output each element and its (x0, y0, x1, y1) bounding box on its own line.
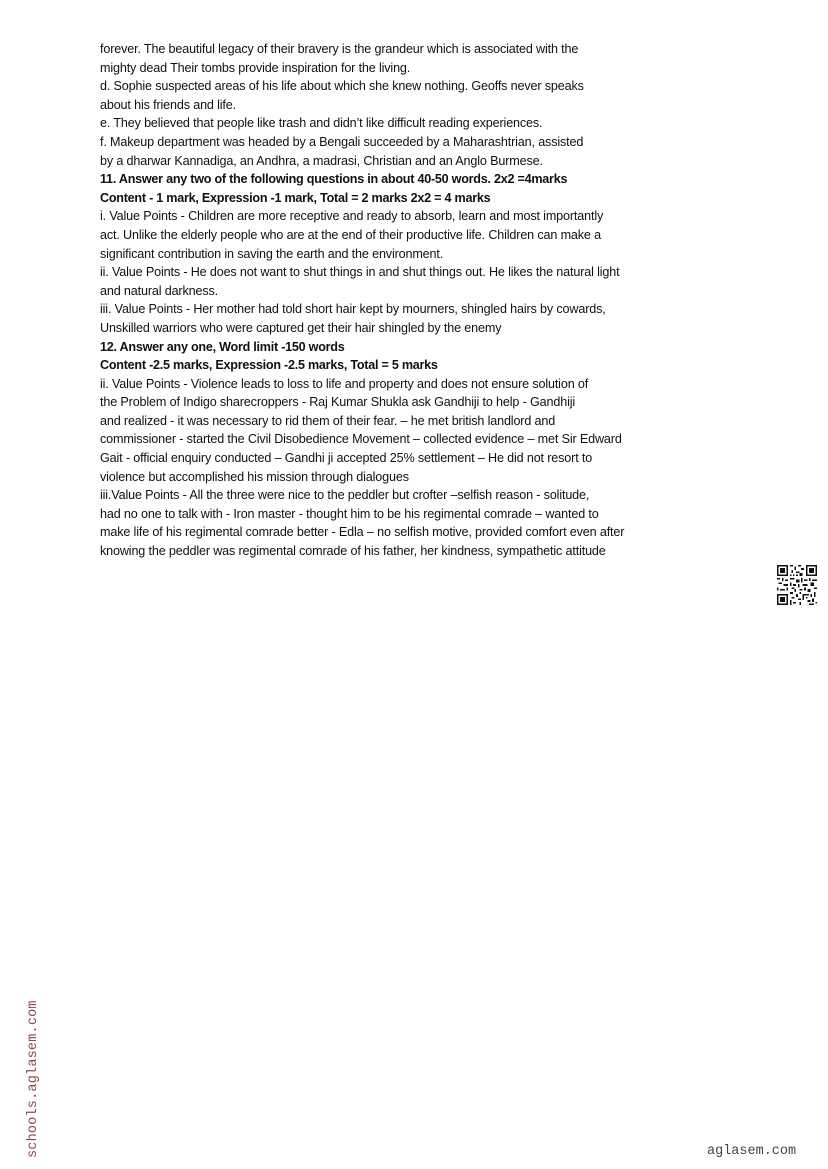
qr-code-icon (777, 565, 817, 605)
text-line: about his friends and life. (100, 97, 236, 112)
answer-11-iii: iii. Value Points - Her mother had told short hair kept by mourners, shingled hairs by cowards, (100, 302, 606, 317)
question-11-marking-scheme: Content - 1 mark, Expression -1 mark, Total = 2 marks 2x2 = 4 marks (100, 190, 491, 205)
question-11-heading: 11. Answer any two of the following questions in about 40-50 words. 2x2 =4marks (100, 172, 568, 187)
text-line: the Problem of Indigo sharecroppers - Raj Kumar Shukla ask Gandhiji to help - Gandhiji (100, 395, 576, 410)
text-line: act. Unlike the elderly people who are at the end of their productive life. Children can make a (100, 227, 601, 242)
text-line: and natural darkness. (100, 283, 218, 298)
text-line: had no one to talk with - Iron master - thought him to be his regimental comrade – wanted to (100, 506, 599, 521)
text-line: violence but accomplished his mission through dialogues (100, 469, 409, 484)
answer-11-i: i. Value Points - Children are more receptive and ready to absorb, learn and most importantly (100, 209, 604, 224)
answer-e: e. They believed that people like trash and didn’t like difficult reading experiences. (100, 116, 543, 131)
text-line: mighty dead Their tombs provide inspiration for the living. (100, 60, 411, 75)
answer-d: d. Sophie suspected areas of his life about which she knew nothing. Geoffs never speaks (100, 79, 584, 94)
answer-11-ii: ii. Value Points - He does not want to shut things in and shut things out. He likes the natural light (100, 265, 620, 280)
answer-12-ii: ii. Value Points - Violence leads to loss to life and property and does not ensure solution of (100, 376, 589, 391)
bottom-watermark: aglasem.com (707, 1144, 797, 1159)
text-line: Unskilled warriors who were captured get their hair shingled by the enemy (100, 320, 502, 335)
text-line: by a dharwar Kannadiga, an Andhra, a madrasi, Christian and an Anglo Burmese. (100, 153, 543, 168)
text-line: significant contribution in saving the earth and the environment. (100, 246, 444, 261)
answer-12-iii: iii.Value Points - All the three were nice to the peddler but crofter –selfish reason - solitude, (100, 488, 590, 503)
text-line: Gait - official enquiry conducted – Gandhi ji accepted 25% settlement – He did not resort to (100, 451, 593, 466)
answer-key-text (100, 40, 720, 561)
text-line: make life of his regimental comrade better - Edla – no selfish motive, provided comfort even after (100, 525, 625, 540)
answer-f: f. Makeup department was headed by a Bengali succeeded by a Maharashtrian, assisted (100, 134, 584, 149)
text-line: knowing the peddler was regimental comrade of his father, her kindness, sympathetic attitude (100, 544, 606, 559)
text-line: forever. The beautiful legacy of their bravery is the grandeur which is associated with the (100, 42, 579, 56)
question-12-heading: 12. Answer any one, Word limit -150 words (100, 339, 345, 354)
text-line: commissioner - started the Civil Disobedience Movement – collected evidence – met Sir Edward (100, 432, 622, 447)
question-12-marking-scheme: Content -2.5 marks, Expression -2.5 marks, Total = 5 marks (100, 358, 438, 373)
side-watermark: schools.aglasem.com (26, 1000, 41, 1158)
text-line: and realized - it was necessary to rid them of their fear. – he met british landlord and (100, 413, 556, 428)
